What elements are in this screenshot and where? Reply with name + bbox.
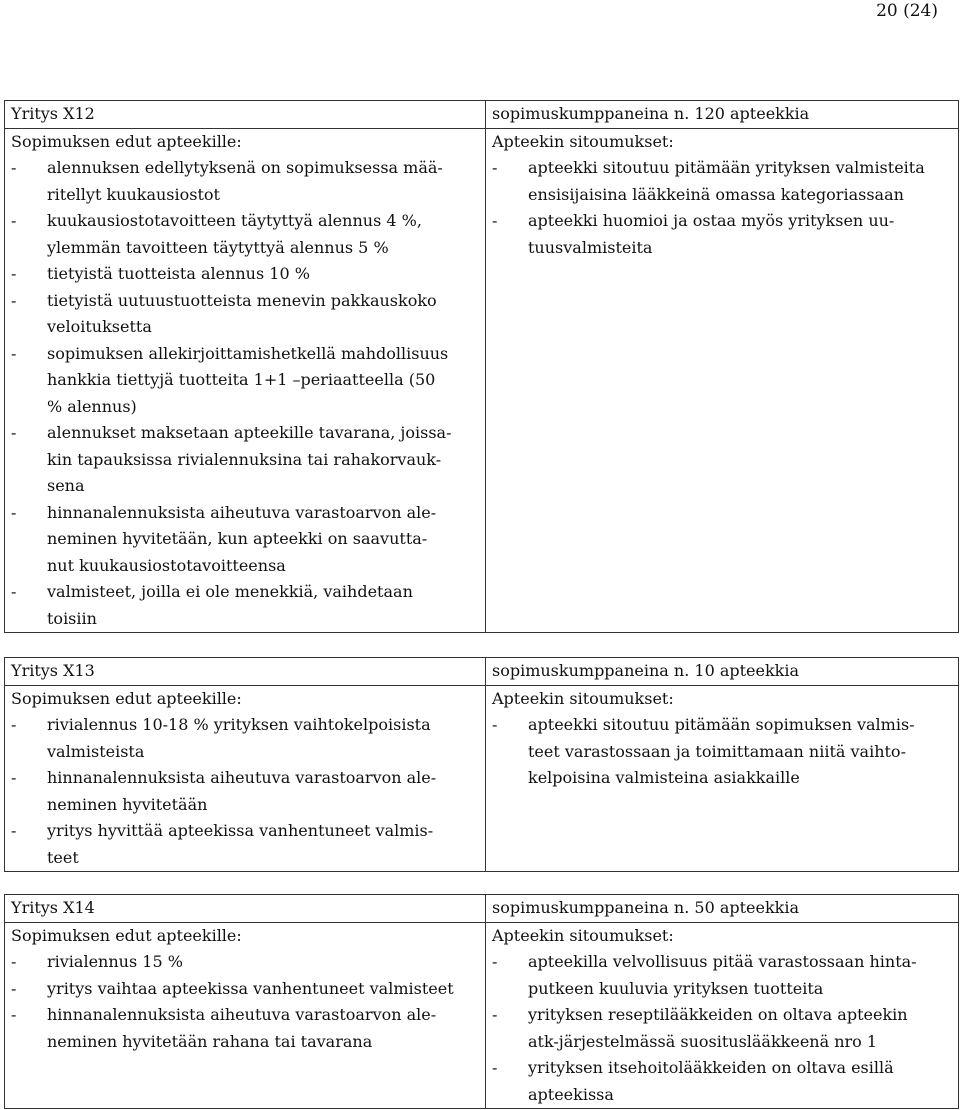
company-name: Yritys X12 — [5, 101, 486, 129]
text-line: hinnanalennuksista aiheutuva varastoarvon ale- — [47, 768, 437, 787]
dash-marker: - — [11, 978, 17, 998]
text-line: valmisteista — [47, 741, 145, 761]
text-line: toisiin — [47, 608, 97, 628]
text-line: ritellyt kuukausiostot — [47, 184, 220, 204]
dash-marker: - — [11, 821, 17, 840]
benefit-item-text — [47, 420, 477, 500]
benefit-item-text — [47, 1002, 477, 1055]
text-line: yrityksen itsehoitolääkkeiden on oltava esillä — [528, 1058, 894, 1077]
partner-count: sopimuskumppaneina n. 50 apteekkia — [486, 895, 959, 923]
text-line: yritys hyvittää apteekissa vanhentuneet valmis- — [47, 821, 434, 840]
dash-marker: - — [11, 264, 17, 283]
details-row — [5, 685, 959, 872]
dash-marker: - — [492, 952, 498, 971]
commitment-item — [492, 1055, 950, 1108]
benefit-item-text — [47, 155, 477, 208]
commitment-item-text — [528, 155, 950, 208]
benefits-heading: Sopimuksen edut apteekille: — [11, 131, 242, 151]
company-table — [4, 100, 959, 633]
company-table — [4, 657, 959, 872]
benefit-item — [11, 765, 477, 818]
dash-marker: - — [492, 715, 498, 734]
commitments-cell — [486, 922, 959, 1109]
company-row — [5, 658, 959, 686]
text-line: apteekki sitoutuu pitämään yrityksen valmisteita — [528, 158, 925, 177]
commitment-item-text — [528, 208, 950, 261]
text-line: hankkia tiettyjä tuotteita 1+1 –periaatteella (50 — [47, 370, 436, 389]
dash-marker: - — [11, 211, 17, 230]
benefits-cell — [5, 922, 486, 1109]
commitment-item — [492, 1002, 950, 1055]
text-line: putkeen kuuluvia yrityksen tuotteita — [528, 978, 824, 998]
benefit-item — [11, 208, 477, 261]
commitment-item-text — [528, 1002, 950, 1055]
company-row — [5, 895, 959, 923]
benefit-item-text — [47, 712, 477, 765]
benefit-item-text — [47, 765, 477, 818]
benefit-item — [11, 579, 477, 632]
text-line: kuukausiostotavoitteen täytyttyä alennus 4 %, — [47, 211, 422, 230]
benefit-item-text — [47, 341, 477, 421]
commitment-item-text — [528, 1055, 950, 1108]
text-line: kelpoisina valmisteina asiakkaille — [528, 768, 800, 787]
commitments-heading: Apteekin sitoumukset: — [492, 131, 674, 151]
benefit-item — [11, 261, 477, 288]
commitments-cell — [486, 685, 959, 872]
text-line: % alennus) — [47, 396, 137, 416]
benefit-item — [11, 288, 477, 341]
text-line: atk-järjestelmässä suosituslääkkeenä nro 1 — [528, 1031, 878, 1051]
benefit-item-text — [47, 288, 477, 341]
dash-marker: - — [11, 343, 17, 363]
text-line: sena — [47, 476, 85, 495]
dash-marker: - — [492, 211, 498, 230]
dash-marker: - — [11, 158, 17, 177]
text-line: neminen hyvitetään, kun apteekki on saavutta- — [47, 529, 428, 548]
commitments-cell — [486, 128, 959, 633]
dash-marker: - — [11, 715, 17, 734]
partner-count: sopimuskumppaneina n. 120 apteekkia — [486, 101, 959, 129]
text-line: hinnanalennuksista aiheutuva varastoarvon ale- — [47, 502, 437, 522]
commitment-item-text — [528, 712, 950, 792]
dash-marker: - — [11, 502, 17, 522]
dash-marker: - — [492, 1058, 498, 1077]
text-line: valmisteet, joilla ei ole menekkiä, vaihdetaan — [47, 582, 413, 601]
text-line: apteekki huomioi ja ostaa myös yrityksen uu- — [528, 211, 895, 230]
text-line: apteekilla velvollisuus pitää varastossaan hinta- — [528, 952, 917, 971]
text-line: rivialennus 10-18 % yrityksen vaihtokelpoisista — [47, 715, 431, 734]
text-line: yritys vaihtaa apteekissa vanhentuneet valmisteet — [47, 978, 454, 998]
benefit-item — [11, 712, 477, 765]
text-line: tietyistä uutuustuotteista menevin pakkauskoko — [47, 290, 437, 310]
benefit-item-text — [47, 818, 477, 871]
text-line: alennuksen edellytyksenä on sopimuksessa mää- — [47, 158, 443, 177]
benefit-item-text — [47, 500, 477, 580]
benefits-heading: Sopimuksen edut apteekille: — [11, 688, 242, 708]
company-name: Yritys X13 — [5, 658, 486, 686]
benefit-item — [11, 976, 477, 1003]
text-line: ensisijaisina lääkkeinä omassa kategoriassaan — [528, 184, 904, 204]
text-line: tietyistä tuotteista alennus 10 % — [47, 264, 310, 283]
benefits-heading: Sopimuksen edut apteekille: — [11, 925, 242, 945]
commitment-item-text — [528, 949, 950, 1002]
details-row — [5, 922, 959, 1109]
text-line: neminen hyvitetään — [47, 794, 208, 814]
commitments-heading: Apteekin sitoumukset: — [492, 925, 674, 945]
company-row — [5, 101, 959, 129]
benefit-item — [11, 341, 477, 421]
benefit-item — [11, 420, 477, 500]
dash-marker: - — [11, 768, 17, 787]
text-line: alennukset maksetaan apteekille tavarana, joissa- — [47, 423, 452, 442]
benefit-item — [11, 155, 477, 208]
dash-marker: - — [11, 1005, 17, 1024]
dash-marker: - — [11, 582, 17, 601]
dash-marker: - — [492, 158, 498, 177]
text-line: rivialennus 15 % — [47, 952, 183, 971]
benefits-cell — [5, 685, 486, 872]
partner-count: sopimuskumppaneina n. 10 apteekkia — [486, 658, 959, 686]
company-name: Yritys X14 — [5, 895, 486, 923]
commitments-heading: Apteekin sitoumukset: — [492, 688, 674, 708]
dash-marker: - — [11, 290, 17, 310]
text-line: teet — [47, 847, 79, 867]
dash-marker: - — [492, 1005, 498, 1024]
commitment-item — [492, 208, 950, 261]
text-line: apteekissa — [528, 1084, 614, 1104]
text-line: yrityksen reseptilääkkeiden on oltava apteekin — [528, 1005, 908, 1024]
benefits-cell — [5, 128, 486, 633]
company-table — [4, 894, 959, 1109]
commitment-item — [492, 155, 950, 208]
text-line: hinnanalennuksista aiheutuva varastoarvon ale- — [47, 1005, 437, 1024]
commitment-item — [492, 949, 950, 1002]
benefit-item — [11, 949, 477, 976]
benefit-item-text — [47, 949, 477, 976]
text-line: apteekki sitoutuu pitämään sopimuksen valmis- — [528, 715, 915, 734]
text-line: tuusvalmisteita — [528, 237, 653, 257]
benefit-item — [11, 500, 477, 580]
page-number: 20 (24) — [876, 1, 938, 21]
benefit-item-text — [47, 261, 477, 288]
dash-marker: - — [11, 952, 17, 971]
text-line: kin tapauksissa rivialennuksina tai rahakorvauk- — [47, 449, 442, 469]
commitment-item — [492, 712, 950, 792]
text-line: neminen hyvitetään rahana tai tavarana — [47, 1031, 373, 1051]
text-line: sopimuksen allekirjoittamishetkellä mahdollisuus — [47, 343, 449, 363]
text-line: ylemmän tavoitteen täytyttyä alennus 5 % — [47, 237, 389, 257]
benefit-item — [11, 1002, 477, 1055]
benefit-item-text — [47, 976, 477, 1003]
details-row — [5, 128, 959, 633]
benefit-item-text — [47, 579, 477, 632]
text-line: nut kuukausiostotavoitteensa — [47, 555, 286, 575]
text-line: veloituksetta — [47, 317, 152, 336]
text-line: teet varastossaan ja toimittamaan niitä vaihto- — [528, 741, 906, 761]
benefit-item — [11, 818, 477, 871]
benefit-item-text — [47, 208, 477, 261]
dash-marker: - — [11, 423, 17, 442]
